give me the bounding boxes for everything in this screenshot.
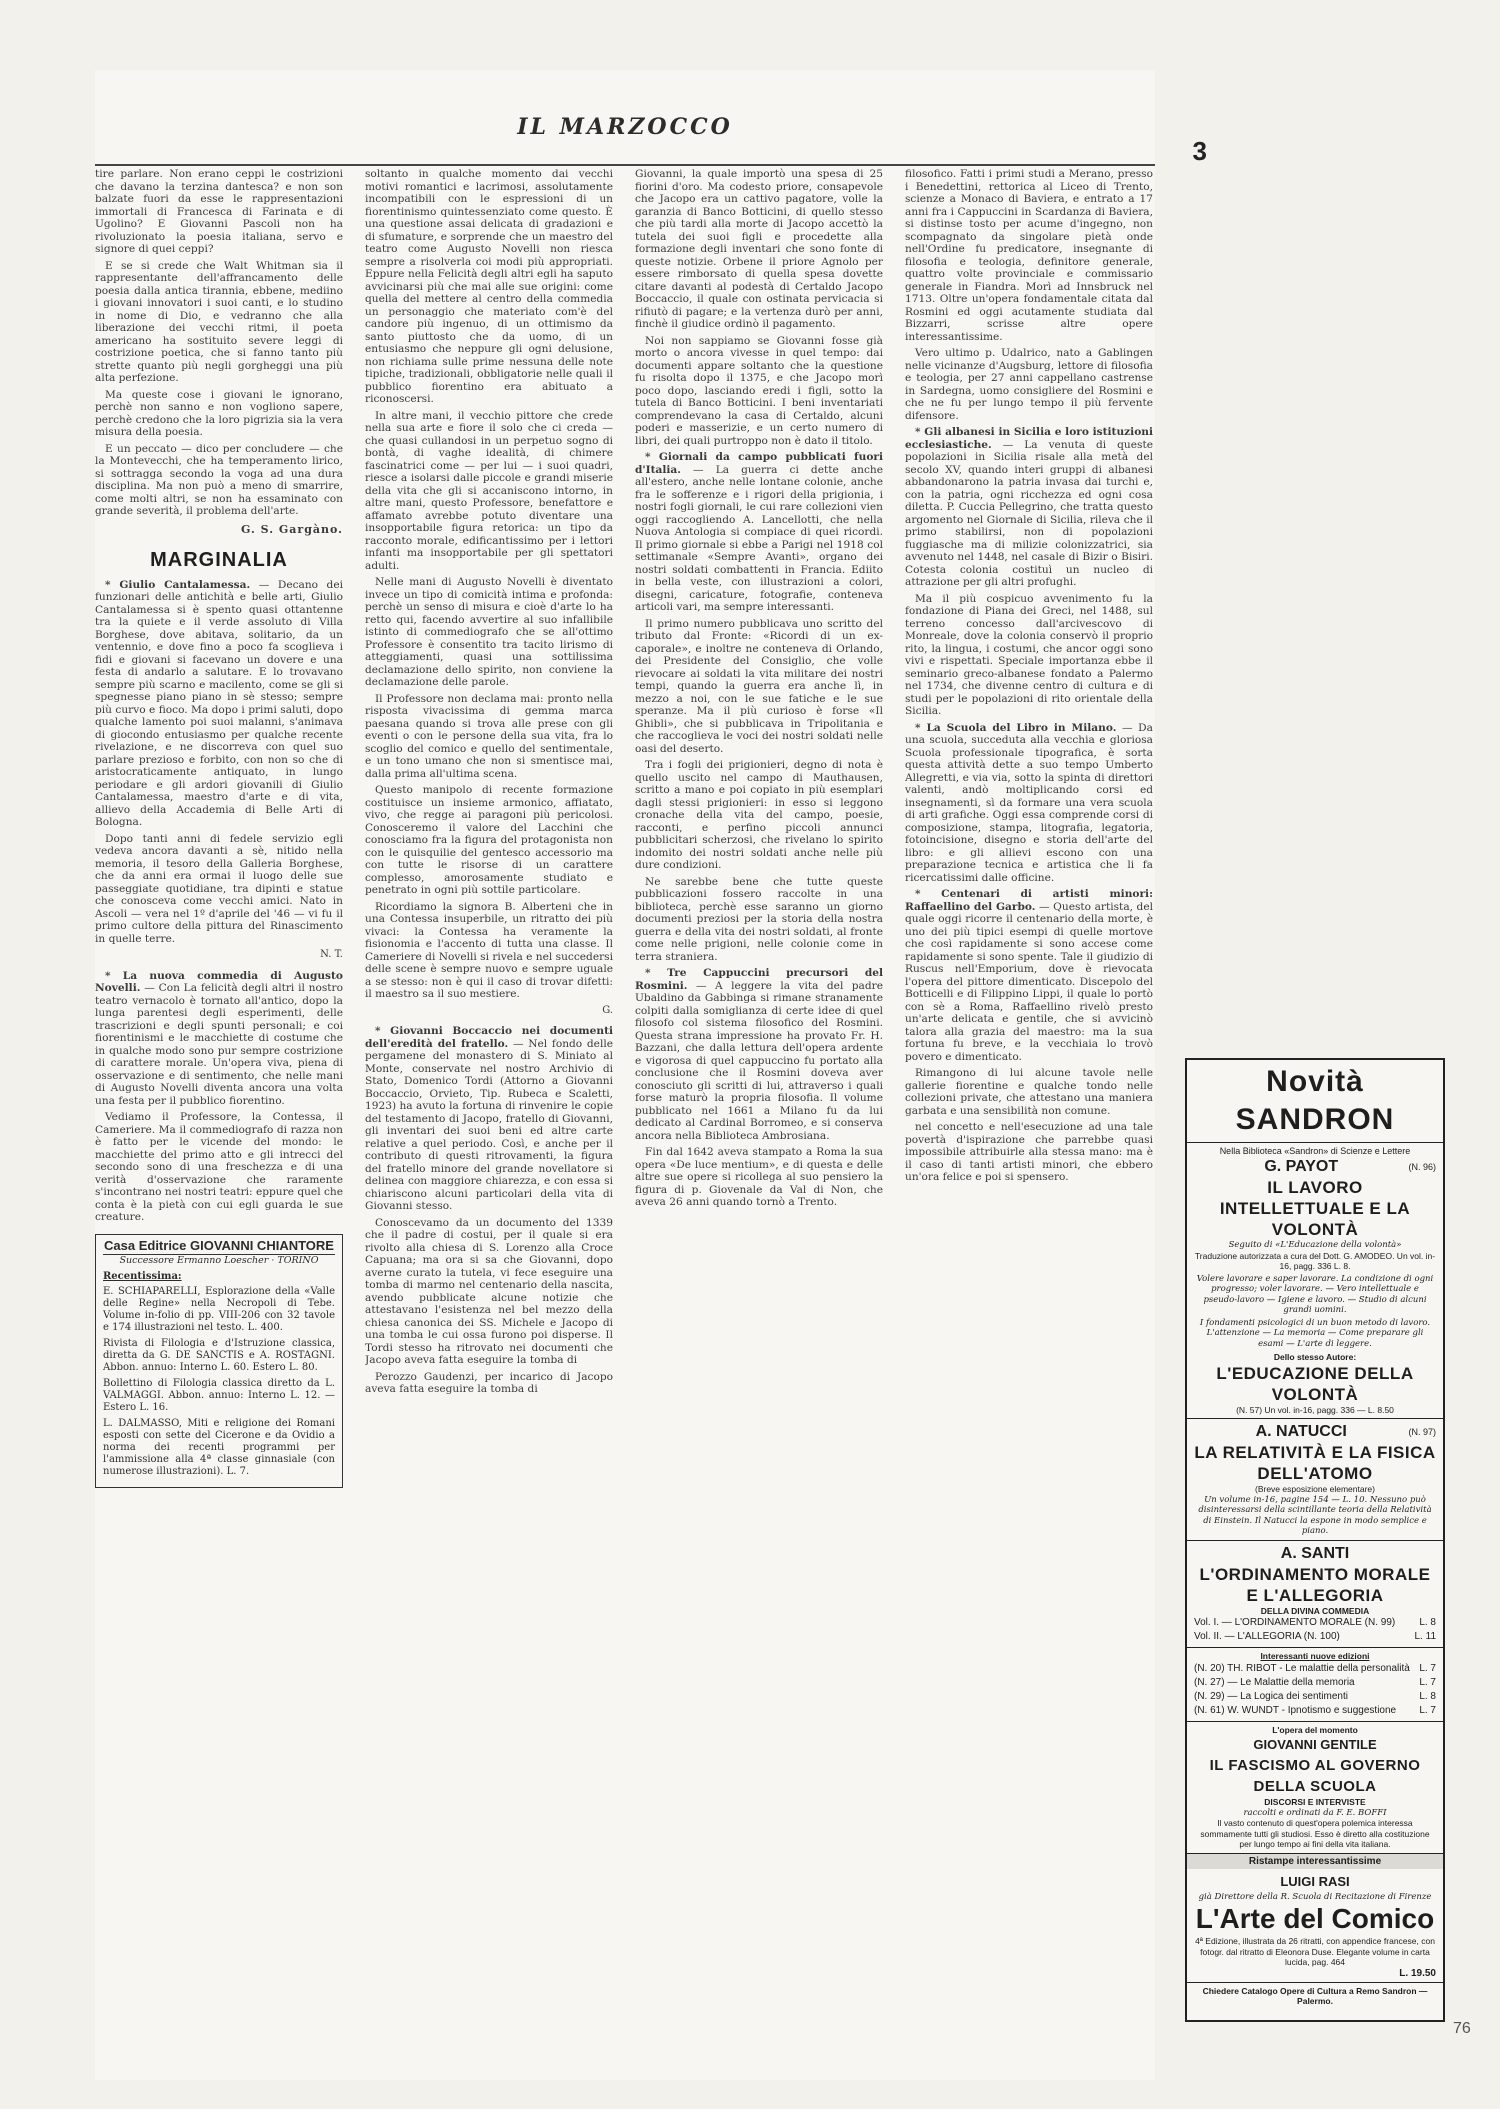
ad-book-subtitle: (Breve esposizione elementare): [1254, 1484, 1375, 1494]
paragraph: Fin dal 1642 aveva stampato a Roma la sua opera «De luce mentium», e di questa e delle altre sue opere si ricollega al suo pensiero la figura di p. Giovenale da Val di Non, che aveva 26 anni quando tornò a Trento.: [635, 1146, 883, 1208]
paragraph: Vediamo il Professore, la Contessa, il Cameriere. Ma il commediografo di razza non è fatto per le vicende del mondo: le macchiette del primo atto e gli intrecci del secondo sono di una freschezza e di una verità d'osservazione che raramente s'incontrano nei nostri teatri: eppure quel che conta è la pietà con cui egli guarda le sue creature.: [95, 1111, 343, 1223]
ad-number: (N. 96): [1408, 1162, 1436, 1172]
entry-heading: * Giovanni Boccaccio nei documenti dell'eredità del fratello.: [365, 1025, 613, 1050]
ad-brand: Novità SANDRON: [1235, 1065, 1395, 1136]
ad-book-title: LA RELATIVITÀ E LA FISICA DELL'ATOMO: [1194, 1443, 1436, 1483]
paragraph: tire parlare. Non erano ceppi le costrizioni che davano la terzina dantesca? e non son balzate fuori da esse le rappresentazioni immortali di Francesca di Farinata e di Ugolino? E Giovanni Pascoli non ha rivoluzionato la poesia italiana, servo e signore di quei ceppi?: [95, 168, 343, 255]
newspaper-page: [95, 70, 1207, 2080]
ad-item: E. SCHIAPARELLI, Esplorazione della «Valle delle Regine» nella Necropoli di Tebe. Volume in-folio di pp. VIII-206 con 32 tavole e 174 illustrazioni nel testo. L. 400.: [103, 1285, 335, 1333]
section-title: MARGINALIA: [150, 549, 288, 571]
entry-heading: * La Scuola del Libro in Milano.: [915, 721, 1117, 734]
ad-book-desc: Un volume in-16, pagine 154 — L. 10. Nessuno può disinteressarsi della scintillante teoria della Relatività di Einstein. Il Natucci la espone in modo semplice e piano.: [1198, 1494, 1432, 1536]
column-3: [635, 168, 883, 2080]
ad-label: Ristampe interessantissime: [1187, 1854, 1443, 1869]
ad-item: (N. 20) TH. RIBOT - Le malattie della personalità: [1194, 1662, 1410, 1674]
ad-author-role: già Direttore della R. Scuola di Recitazione di Firenze: [1198, 1891, 1432, 1902]
ad-book-desc: 4ª Edizione, illustrata da 26 ritratti, con appendice francese, con fotogr. dal ritratto di Eleonora Duse. Elegante volume in carta lucida, pag. 464: [1195, 1936, 1435, 1967]
entry-text: — Decano dei funzionari delle antichità e belle arti, Giulio Cantalamessa si è spento quasi ottantenne tra la quiete e il verde assoluto di Villa Borghese, dove abitava, solitario, da un ventennio, e dove fino a poco fa scoglieva i fidi e giovani si facevano un dovere e una festa di andarlo a salutare. E lo trovavano sempre più scarno e macilento, come se gli si spegnesse piano piano in sè stesso; sempre più curvo e fioco. Ma dopo i primi saluti, dopo qualche lamento poi suoi malanni, s'animava di giocondo entusiasmo per qualche recente rivelazione, e ne discorreva con quel suo parlare prezioso e forbito, con non so che di aristocraticamente antiquato, in lungo periodare e gli ardori giovanili di Giulio Cantalamessa, maestro d'arte e di vita, allievo della Accademia di Belle Arti di Bologna.: [95, 578, 343, 828]
ad-book-subtitle: DELLA DIVINA COMMEDIA: [1260, 1605, 1370, 1616]
ad-book-desc: Volere lavorare e saper lavorare. La condizione di ogni progresso; voler lavorare. — Vero intellettuale e pseudo-lavoro — Igiene e lavoro. — Studio di alcuni grandi uomini.: [1196, 1273, 1434, 1315]
paragraph: E un peccato — dico per concludere — che la Montevecchi, che ha temperamento lirico, si sottragga secondo la voga ad una dura disciplina. Ma non può a meno di smarrire, come molti altri, se non ha essaminato con grande severità, il problema dell'arte.: [95, 442, 343, 517]
ad-price: L. 19.50: [1399, 1967, 1436, 1979]
ad-price: L. 8: [1419, 1617, 1436, 1628]
entry-text: — A leggere la vita del padre Ubaldino da Gabbinga si rimane stranamente colpiti dalla somiglianza di certe idee di quel filosofo col sistema filosofico del Rosmini. Questa strana impressione ha provato Fr. H. Bazzani, che dalla lettura dell'opera ardente e vigorosa di quel cappuccino fu portato alla conclusione che il Rosmini doveva aver conosciuto gli scritti di lui, attraverso i quali forse maturò la propria filosofia. Il volume pubblicato nel 1661 a Milano fu da lui dedicato al Cardinal Borromeo, e si conserva ancora nella Biblioteca Ambrosiana.: [635, 979, 883, 1142]
ad-item: Bollettino di Filologia classica diretto da L. VALMAGGI. Abbon. annuo: Interno L. 12. — Estero L. 16.: [103, 1377, 335, 1413]
article-signature: G. S. Gargàno.: [241, 522, 343, 536]
ad-author: A. NATUCCI: [1255, 1423, 1347, 1440]
ad-volume: Vol. II. — L'ALLEGORIA (N. 100): [1194, 1631, 1340, 1642]
paragraph: E se si crede che Walt Whitman sia il rappresentante dell'affrancamento delle poesia dalla antica tirannia, ebbene, mediino i giovani innovatori i suoi canti, e lo studino in nome di Dio, e vedranno che alla liberazione dei vecchi ritmi, il poeta americano ha sostituito severe leggi di costrizione poetica, che si fanno tanto più strette quanto più negli gorgheggi una più alta perfezione.: [95, 259, 343, 384]
ad-label: Dello stesso Autore:: [1273, 1352, 1357, 1362]
paragraph: In altre mani, il vecchio pittore che crede nella sua arte e fiore il solo che ci creda — che quasi cullandosi in un perpetuo sogno di bontà, di vaghe idealità, di chimere fascinatrici come — per lui — i suoi quadri, riesce a isolarsi dalle piccole e grandi miserie della vita che gli si accaniscono intorno, in altre mani, questo Professore, benefattore e affamato avrebbe potuto diventare una insopportabile figura retorica: un tipo da racconto morale, edificantissimo per i lettori infanti ma insopportabile per gli spettatori adulti.: [365, 409, 613, 572]
masthead: [95, 106, 1207, 166]
ad-book-desc: I fondamenti psicologici di un buon metodo di lavoro. L'attenzione — La memoria — Come preparare gli esami — L'arte di leggere.: [1199, 1317, 1431, 1349]
margin-mark: 76: [1453, 2020, 1471, 2037]
entry-heading: * Gli albanesi in Sicilia e loro istituzioni ecclesiastiche.: [905, 426, 1153, 451]
paragraph: Vero ultimo p. Udalrico, nato a Gablingen nelle vicinanze d'Augsburg, lettore di filosofia e teologia, per 27 anni cappellano castrense in Sardegna, uomo consigliere del Rosmini e che ne fu per lungo tempo il più fervente difensore.: [905, 347, 1153, 422]
paragraph: Conoscevamo da un documento del 1339 che il padre di costui, per il quale si era rivolto alla chiesa di S. Lorenzo alla Croce Capuana; ma ora si sa che Giovanni, dopo averne curato la tutela, vi fece eseguire una tomba di marmo nel centenario della nascita, avendo pubblicate alcune notizie che attestavano l'esistenza nel bel mezzo della chiesa canonica dei SS. Michele e Jacopo di una tomba le cui ossa furono poi disperse. Il Tordi stesso ha ritrovato nei documenti che Jacopo aveva fatta eseguire la tomba di: [365, 1216, 613, 1366]
ad-volume: Vol. I. — L'ORDINAMENTO MORALE (N. 99): [1194, 1617, 1396, 1628]
ad-label: Interessanti nuove edizioni: [1260, 1651, 1370, 1661]
ad-item: Rivista di Filologia e d'Istruzione classica, diretta da G. DE SANCTIS e A. ROSTAGNI. Abbon. annuo: Interno L. 60. Estero L. 80.: [103, 1337, 335, 1373]
entry-initials: N. T.: [320, 949, 343, 960]
entry-text: — Nel fondo delle pergamene del monastero di S. Miniato al Monte, conservate nel nostro Archivio di Stato, Domenico Tordi (Attorno a Giovanni Boccaccio, Orvieto, Tip. Rubeca e Scaletti, 1923) ha avuto la fortuna di rinvenire le copie del testamento di Jacopo, fratello di Giovanni, gli inventari dei suoi beni ed altre carte relative a quel periodo. Così, e anche per il contributo di questi ritrovamenti, la figura del fratello minore del grande novellatore si delinea con maggiore chiarezza, e con essa si chiariscono alcuni particolari della vita di Giovanni stesso.: [365, 1037, 613, 1212]
entry-initials: G.: [602, 1004, 613, 1016]
chiantore-advertisement: [95, 1234, 343, 1488]
entry-text: — La guerra ci dette anche all'estero, anche nelle lontane colonie, anche fra le sofferenze e i rigori della prigionia, i nostri fogli giornali, le cui rare collezioni vien oggi raccogliendo A. Lancellotti, che nella Nuova Antologia si compiace di quei ricordi. Il primo giornale si ebbe a Parigi nel 1918 col settimanale «Sempre Avanti», organo dei nostri soldati combattenti in Francia. Ediito in bella veste, con illustrazioni a colori, disegni, caricature, fotografie, conteneva articoli vari, ma sempre interessanti.: [635, 463, 883, 613]
entry-heading: * Giulio Cantalamessa.: [105, 578, 251, 591]
ad-author: G. PAYOT: [1264, 1158, 1339, 1175]
ad-label: Recentissima:: [103, 1270, 182, 1282]
entry-heading: * Centenari di artisti minori: Raffaellino del Garbo.: [905, 888, 1153, 913]
ad-author: A. SANTI: [1280, 1544, 1350, 1562]
entry-text: — La venuta di queste popolazioni in Sicilia risale alla metà del secolo XV, quando interi gruppi di albanesi abbandonarono la patria invasa dai turchi e, con la patria, ogni ricchezza ed ogni cosa diletta. P. Cuccia Pellegrino, che tratta questo argomento nel Giornale di Sicilia, rileva che il primo stabilirsi, non di popolazioni fuggiasche ma di milizie colonizzatrici, sia avvenuto nel 1448, nel casale di Bizir o Bisiri. Cotesta colonia costituì un nucleo di attrazione per gli altri profughi.: [905, 438, 1153, 588]
ad-book-title: IL LAVORO INTELLETTUALE E LA VOLONTÀ: [1219, 1178, 1411, 1239]
paragraph: Noi non sappiamo se Giovanni fosse già morto o ancora vivesse in quel tempo: dai documenti appare soltanto che la questione fu risolta dopo il 1375, e che Jacopo morì poco dopo, lasciando eredi i figli, sotto la tutela di Banco Botticini. I beni inventariati comprendevano la casa di Certaldo, alcuni poderi e masserizie, e un certo numero di libri, dei quali purtroppo non è dato il titolo.: [635, 334, 883, 447]
ad-price: L. 11: [1414, 1631, 1436, 1642]
ad-number: (N. 97): [1408, 1427, 1436, 1437]
entry-heading: * Tre Cappuccini precursori del Rosmini.: [635, 967, 883, 992]
paragraph: Ma queste cose i giovani le ignorano, perchè non sanno e non vogliono sapere, perchè credono che la loro pigrizia sia la vera misura della poesia.: [95, 388, 343, 438]
paragraph: Il Professore non declama mai: pronto nella risposta vivacissima di gemma marca paesana quando si trova alle prese con gli eventi o con le persone della sua vita, fra lo scoglio del comico e quello del sentimentale, e un tono umano che non si smentisce mai, dalla prima all'ultima scena.: [365, 692, 613, 780]
ad-title: Casa Editrice GIOVANNI CHIANTORE: [104, 1237, 334, 1253]
ad-subtitle: Successore Ermanno Loescher · TORINO: [119, 1254, 319, 1266]
ad-catalog: Chiedere Catalogo Opere di Cultura a Remo Sandron — Palermo.: [1202, 1985, 1428, 2006]
ad-price: L. 8: [1419, 1690, 1436, 1702]
entry-heading: * Giornali da campo pubblicati fuori d'Italia.: [635, 451, 883, 476]
paragraph: Dopo tanti anni di fedele servizio egli vedeva ancora davanti a sè, nitido nella memoria, il tesoro della Galleria Borghese, che da anni era ormai il luogo delle sue passeggiate quotidiane, tra dipinti e statue che conosceva come vecchi amici. Nato in Ascoli — vera nel 1º d'aprile del '46 — vi fu il primo cultore della pittura del Rinascimento in quelle terre.: [95, 832, 343, 945]
ad-book-title: L'Arte del Comico: [1195, 1903, 1435, 1934]
ad-price: L. 7: [1419, 1662, 1436, 1674]
column-2: [365, 168, 613, 2080]
ad-price: L. 7: [1419, 1676, 1436, 1688]
ad-book-title: L'EDUCAZIONE DELLA VOLONTÀ: [1216, 1363, 1414, 1404]
ad-book-desc: Il vasto contenuto di quest'opera polemica interessa sommamente tutti gli studiosi. Esso è diretto alla costituzione per lungo tempo ai fini della vita italiana.: [1200, 1818, 1430, 1849]
ad-book-info: Traduzione autorizzata a cura del Dott. G. AMODEO. Un vol. in-16, pagg. 336 L. 8.: [1194, 1250, 1436, 1271]
paragraph: Ne sarebbe bene che tutte queste pubblicazioni fossero raccolte in una biblioteca, perchè esse saranno un giorno documenti preziosi per la storia della nostra guerra e della vita dei nostri soldati, al fronte come nelle prigioni, nelle colonie come in terra straniera.: [635, 875, 883, 963]
paragraph: nel concetto e nell'esecuzione ad una tale povertà d'ispirazione che parrebbe quasi impossibile attribuirle alla stessa mano: ma è il caso di tanti artisti minori, che ebbero un'ora felice e poi si spensero.: [905, 1121, 1153, 1183]
ad-series: Nella Biblioteca «Sandron» di Scienze e Lettere: [1219, 1146, 1411, 1156]
ad-book-subtitle: DISCORSI E INTERVISTE: [1264, 1797, 1366, 1807]
entry-text: — Questo artista, del quale oggi ricorre il centenario della morte, è uno dei più tipici esempi di quelle mortove che così rapidamente si sono accese come rapidamente si sono spente. Tale il giudizio di Ruscus nell'Emporium, dove è rievocata l'opera del pittore dimenticato. Discepolo del Botticelli e di Filippino Lippi, il quale lo portò con sè a Roma, Raffaellino rivelò presto un'arte delicata e gentile, che si avvicinò talora alla grazia del maestro: ma la sua fortuna fu breve, e la vecchiaia lo trovò povero e dimenticato.: [905, 900, 1153, 1063]
page-number: 3: [1192, 136, 1207, 166]
ad-item: (N. 61) W. WUNDT - Ipnotismo e suggestione: [1194, 1704, 1397, 1716]
paragraph: Ma il più cospicuo avvenimento fu la fondazione di Piana dei Greci, nel 1488, sul terreno concesso dall'arcivescovo di Monreale, dove la colonia conservò il proprio rito, la lingua, i costumi, che ancor oggi sono vivi e rispettati. Speciale importanza ebbe il seminario greco-albanese fondato a Palermo nel 1734, che divenne centro di cultura e di studi per le popolazioni di rito orientale della Sicilia.: [905, 592, 1153, 717]
article-columns: [95, 168, 1155, 2080]
sandron-advertisement: [1185, 1058, 1445, 2022]
paragraph: Ricordiamo la signora B. Alberteni che in una Contessa insuperbile, un ritratto dei più vivaci: la Contessa ha veramente la fisionomia e l'accento di tutta una classe. Il Cameriere di Novelli si rivela e nel succedersi delle scene è sempre nuovo e sempre uguale a se stesso: non è qui il caso di trovar difetti: il maestro sa il suo mestiere.: [365, 900, 613, 1000]
ad-item: L. DALMASSO, Miti e religione dei Romani esposti con sette del Cicerone e da Ovidio a norma dei recenti programmi per l'ammissione alla 4ª classe ginnasiale (con numerose illustrazioni). L. 7.: [103, 1417, 335, 1477]
masthead-title: IL MARZOCCO: [517, 114, 733, 140]
ad-book-title: IL FASCISMO AL GOVERNO DELLA SCUOLA: [1209, 1757, 1421, 1795]
paragraph: Rimangono di lui alcune tavole nelle gallerie fiorentine e qualche tondo nelle collezioni private, che attestano una maniera garbata e una sensibilità non comune.: [905, 1067, 1153, 1117]
column-4: [905, 168, 1153, 2080]
ad-book-subtitle: raccolti e ordinati da F. E. BOFFI: [1243, 1807, 1387, 1818]
paragraph: Giovanni, la quale importò una spesa di 25 fiorini d'oro. Ma codesto priore, consapevole che Jacopo era un cattivo pagatore, volle la garanzia di Banco Botticini, di quello stesso che più tardi alla morte di Jacopo accettò la tutela dei suoi figli e procedette alla formazione degli inventari che sono fonte di queste notizie. Orbene il priore Agnolo per essere rimborsato di quella spesa dovette citare davanti al podestà di Certaldo Jacopo Boccaccio, il quale con ostinata pervicacia si rifiutò di pagare; e la vertenza durò per anni, finchè il giudice ordinò il pagamento.: [635, 168, 883, 330]
entry-text: — Con La felicità degli altri il nostro teatro vernacolo è tornato all'antico, dopo la lunga parentesi degli esperimenti, delle trascrizioni e degli spunti personali; e coi fiorentinismi e le macchiette di costume che in qualche modo sono pur sempre costrizione di carattere morale. Un'opera viva, piena di osservazione e di sentimento, che nelle mani di Augusto Novelli diventa ancora una volta una festa per il pubblico fiorentino.: [95, 982, 343, 1107]
ad-item: (N. 29) — La Logica dei sentimenti: [1194, 1690, 1348, 1702]
ad-author: GIOVANNI GENTILE: [1253, 1737, 1377, 1752]
ad-price: L. 7: [1419, 1704, 1436, 1716]
paragraph: Nelle mani di Augusto Novelli è diventato invece un tipo di comicità intima e profonda: perchè un senso di misura e cioè d'arte lo ha retto qui, facendo avvertire al suo infallibile istinto di commediografo che se all'ottimo Professore è consentito tra tacito lirismo di atteggiamenti, quasi una sottilissima declamazione dello spirito, non conviene la declamazione delle parole.: [365, 576, 613, 688]
paragraph: Perozzo Gaudenzi, per incarico di Jacopo aveva fatta eseguire la tomba di: [365, 1370, 613, 1395]
paragraph: Questo manipolo di recente formazione costituisce un insieme armonico, affiatato, vivo, che regge ai paragoni più pericolosi. Conosceremo il valore del Lacchini che conosciamo fra la figura del protagonista non con le quisquilie del gentesco accessorio ma con tutte le risorse di un carattere complesso, amorosamente studiato e penetrato in ogni più sottile particolare.: [365, 784, 613, 896]
paragraph: Tra i fogli dei prigionieri, degno di nota è quello uscito nel campo di Mauthausen, scritto a mano e poi copiato in più esemplari dagli stessi prigionieri: in esso si leggono cronache della vita del campo, poesie, racconti, e perfino piccoli annunci pubblicitari scherzosi, che rivelano lo spirito indomito dei nostri soldati anche nelle più dure condizioni.: [635, 759, 883, 871]
paragraph: soltanto in qualche momento dai vecchi motivi romantici e lacrimosi, assolutamente incompatibili con le espressioni di un fiorentinismo quintessenziato come questo. È una questione assai delicata di gradazioni e di sfumature, e sorprende che un maestro del teatro come Augusto Novelli non riesca sempre a risolverla coi modi più appropriati. Eppure nella Felicità degli altri egli ha saputo avvicinarsi più che mai alle sue origini: come quella del mettere al centro della commedia un personaggio che materiato com'è del candore più ingenuo, di un ottimismo da santo piuttosto che da uomo, di un entusiasmo che neppure gli ogni delusione, non richiama sulle prime nessuna delle note tipiche, tradizionali, obbligatorie nelle quali il pubblico fiorentino era abituato a riconoscersi.: [365, 168, 613, 405]
ad-author: LUIGI RASI: [1280, 1873, 1350, 1889]
ad-book-title: L'ORDINAMENTO MORALE E L'ALLEGORIA: [1199, 1564, 1431, 1605]
paragraph: Il primo numero pubblicava uno scritto del tributo dal Fronte: «Ricordi di un ex-caporale», e inoltre ne conteneva di Orlando, dei Presidente del Consiglio, che volle rievocare ai soldati la vita militare dei nostri tempi, quando la guerra era anche lì, in mezzo a noi, con le sue fatiche e le sue speranze. Ma il più curioso è forse «Il Ghibli», che si pubblicava in Tripolitania e che raccoglieva le voci dei nostri soldati nelle oasi del deserto.: [635, 617, 883, 755]
ad-label: L'opera del momento: [1272, 1724, 1358, 1735]
ad-item: (N. 27) — Le Malattie della memoria: [1194, 1676, 1355, 1688]
ad-book-info: (N. 57) Un vol. in-16, pagg. 336 — L. 8.50: [1236, 1404, 1394, 1415]
column-1: [95, 168, 343, 2080]
ad-book-subtitle: Seguito di «L'Educazione della volontà»: [1228, 1240, 1402, 1250]
entry-heading: * La nuova commedia di Augusto Novelli.: [95, 969, 343, 994]
paragraph: filosofico. Fatti i primi studi a Merano, presso i Benedettini, rettorica al Liceo di Trento, scienze a Monaco di Baviera, e entrato a 17 anni fra i Cappuccini in Scardanza di Baviera, si distinse tosto per acume d'ingegno, non scompagnato da singolare pietà onde nell'Ordine fu predicatore, insegnante di filosofia e teologia, definitore generale, quattro volte provinciale e commissario generale in Fiandra. Morì ad Innsbruck nel 1713. Oltre un'opera fondamentale citata dal Rosmini ed oggi acutamente studiata dal Bizzarri, scrisse altre opere interessantissime.: [905, 168, 1153, 343]
entry-text: — Da una scuola, succeduta alla vecchia e gloriosa Scuola professionale tipografica, è sorta questa attività dette a suo tempo Umberto Allegretti, e via via, sotto la spinta di direttori valenti, andò moltiplicando corsi ed insegnamenti, sì da formare una vera scuola di arti grafiche. Oggi essa comprende corsi di composizione, stampa, litografia, legatoria, fotoincisione, disegno e storia dell'arte del libro: e gli allievi escono con una preparazione tecnica e artistica che li fa ricercatissimi dalle officine.: [905, 721, 1153, 884]
